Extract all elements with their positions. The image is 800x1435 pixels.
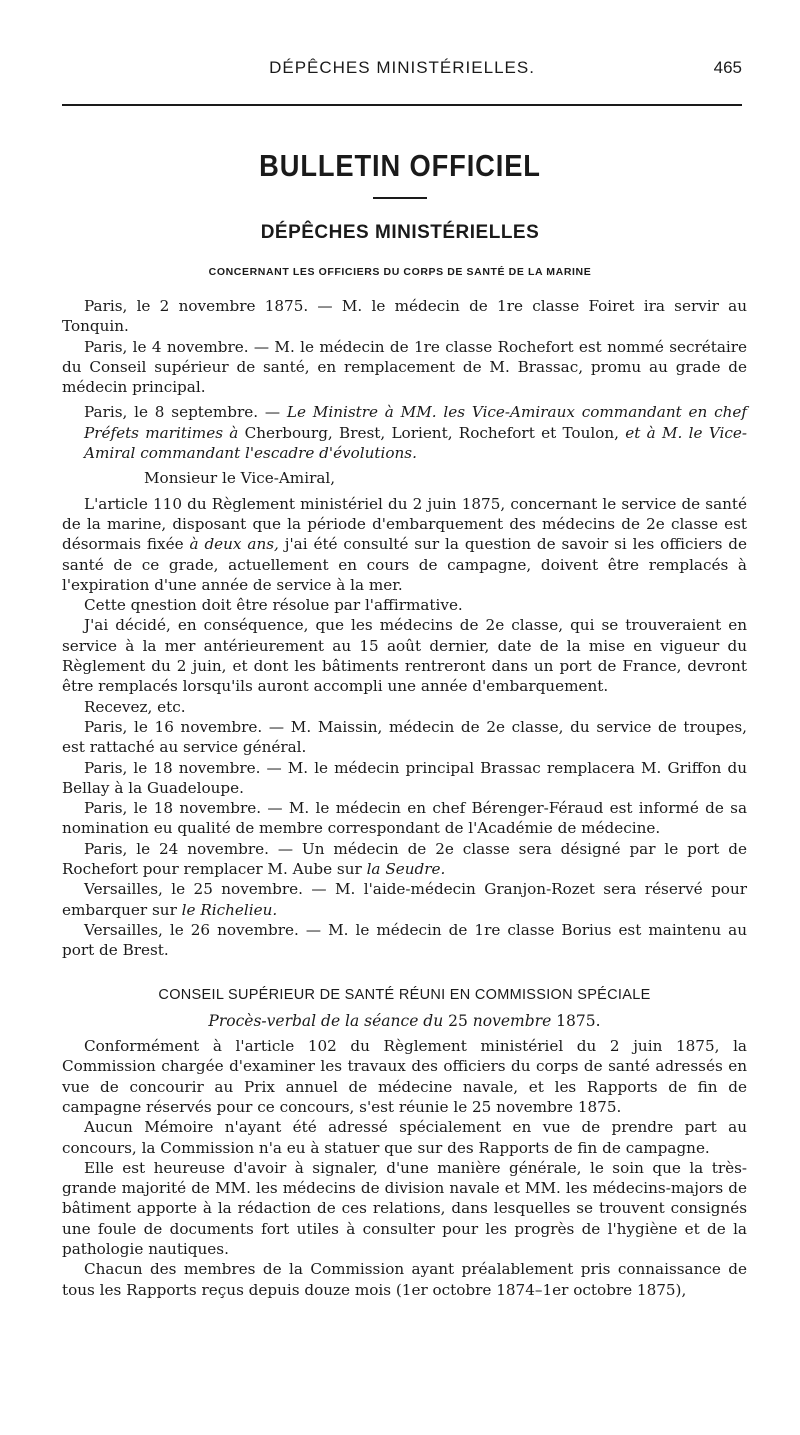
text-italic: à deux ans, xyxy=(189,535,279,554)
paragraph: Paris, le 18 novembre. — M. le médecin principal Brassac remplacera M. Griffon du Bellay à la Guadeloupe. xyxy=(62,758,747,797)
body-text xyxy=(62,296,747,1300)
header-rule xyxy=(62,104,742,106)
text-run: L'article 110 du Règlement ministériel du 2 juin 1875, concernant le service de santé de la marine, disposant que la période d'embarquement des médecins de 2e classe est désormais fixée xyxy=(62,494,747,554)
paragraph: Conformément à l'article 102 du Règlement ministériel du 2 juin 1875, la Commission chargée d'examiner les travaux des officiers du corps de santé adressés en vue de concourir au Prix annuel de médecine navale, et les Rapports de fin de campagne réservés pour ce concours, s'est réunie le 25 novembre 1875. xyxy=(62,1037,747,1116)
paragraph: Cette qnestion doit être résolue par l'affirmative. xyxy=(84,596,463,615)
conseil-heading: CONSEIL SUPÉRIEUR DE SANTÉ RÉUNI EN COMMISSION SPÉCIALE xyxy=(158,986,651,1003)
text-run: Versailles, le 25 novembre. — M. l'aide-médecin Granjon-Rozet sera réservé pour embarquer sur xyxy=(62,880,747,919)
address-italic-end: et à M. le Vice-Amiral commandant l'escadre d'évolutions. xyxy=(84,423,747,463)
paragraph xyxy=(62,839,747,880)
paragraph: Aucun Mémoire n'ayant été adressé spécialement en vue de prendre part au concours, la Commission n'a eu à statuer que sur des Rapports de fin de campagne. xyxy=(62,1118,747,1157)
dispatch-address xyxy=(62,402,747,463)
address-italic: Le Ministre à MM. les Vice-Amiraux commandant en chef Préfets maritimes à xyxy=(84,403,747,442)
address-start: Paris, le 8 septembre. — xyxy=(84,403,287,422)
paragraph: Paris, le 4 novembre. — M. le médecin de 1re classe Rochefort est nommé secrétaire du Conseil supérieur de santé, en remplacement de M. Brassac, promu au grade de médecin principal. xyxy=(62,337,747,397)
page-number: 465 xyxy=(713,58,742,77)
running-title: DÉPÊCHES MINISTÉRIELLES. xyxy=(269,58,535,77)
text-italic: la Seudre. xyxy=(366,860,446,879)
paragraph: Chacun des membres de la Commission ayant préalablement pris connaissance de tous les Rapports reçus depuis douze mois (1er octobre 1874–1er octobre 1875), xyxy=(62,1260,747,1299)
address-cities: Cherbourg, Brest, Lorient, Rochefort et Toulon, xyxy=(238,423,626,442)
paragraph: Paris, le 2 novembre 1875. — M. le médecin de 1re classe Foiret ira servir au Tonquin. xyxy=(62,297,747,336)
section-title: DÉPÊCHES MINISTÉRIELLES xyxy=(260,222,540,243)
paragraph xyxy=(62,494,747,595)
running-head xyxy=(62,58,742,84)
text-run: Paris, le 24 novembre. — Un médecin de 2e classe sera désigné par le port de Rochefort pour remplacer M. Aube sur xyxy=(62,839,747,879)
paragraph: Versailles, le 26 novembre. — M. le médecin de 1re classe Borius est maintenu au port de Brest. xyxy=(62,920,747,960)
paragraph: Recevez, etc. xyxy=(84,697,186,716)
paragraph xyxy=(62,879,747,920)
pv-italic: Procès-verbal de la séance du xyxy=(208,1011,444,1030)
paragraph: J'ai décidé, en conséquence, que les médecins de 2e classe, qui se trouveraient en service à la mer antérieurement au 15 août dernier, date de la mise en vigueur du Règlement du 2 juin, et dont les bâtiments rentreront dans un port de France, devront être remplacés lorsqu'ils auront accompli une année d'embarquement. xyxy=(62,616,747,696)
title-rule xyxy=(373,197,427,199)
text-italic: le Richelieu. xyxy=(181,900,278,919)
salutation: Monsieur le Vice-Amiral, xyxy=(144,469,336,488)
pv-year: 1875. xyxy=(551,1011,601,1030)
proces-verbal-heading xyxy=(62,1011,747,1031)
paragraph: Elle est heureuse d'avoir à signaler, d'une manière générale, le soin que la très-grande majorité de MM. les médecins de division navale et MM. les médecins-majors de bâtiment apporte à la rédaction de ces relations, dans lesquelles se trouvent consignés une foule de documents fort utiles à consulter pour les progrès de l'hygiène et de la pathologie nautiques. xyxy=(62,1158,747,1259)
paragraph: Paris, le 16 novembre. — M. Maissin, médecin de 2e classe, du service de troupes, est rattaché au service général. xyxy=(62,717,747,757)
text-run: j'ai été consulté sur la question de savoir si les officiers de santé de ce grade, actuellement en cours de campagne, doivent être remplacés à l'expiration d'une année de service à la mer. xyxy=(62,535,747,594)
bulletin-title: BULLETIN OFFICIEL xyxy=(259,148,541,183)
pv-month: novembre xyxy=(472,1011,552,1030)
section-subtitle: CONCERNANT LES OFFICIERS DU CORPS DE SANTÉ DE LA MARINE xyxy=(208,266,592,278)
paragraph: Paris, le 18 novembre. — M. le médecin en chef Bérenger-Féraud est informé de sa nomination eu qualité de membre correspondant de l'Académie de médecine. xyxy=(62,799,747,838)
pv-day: 25 xyxy=(443,1011,473,1030)
